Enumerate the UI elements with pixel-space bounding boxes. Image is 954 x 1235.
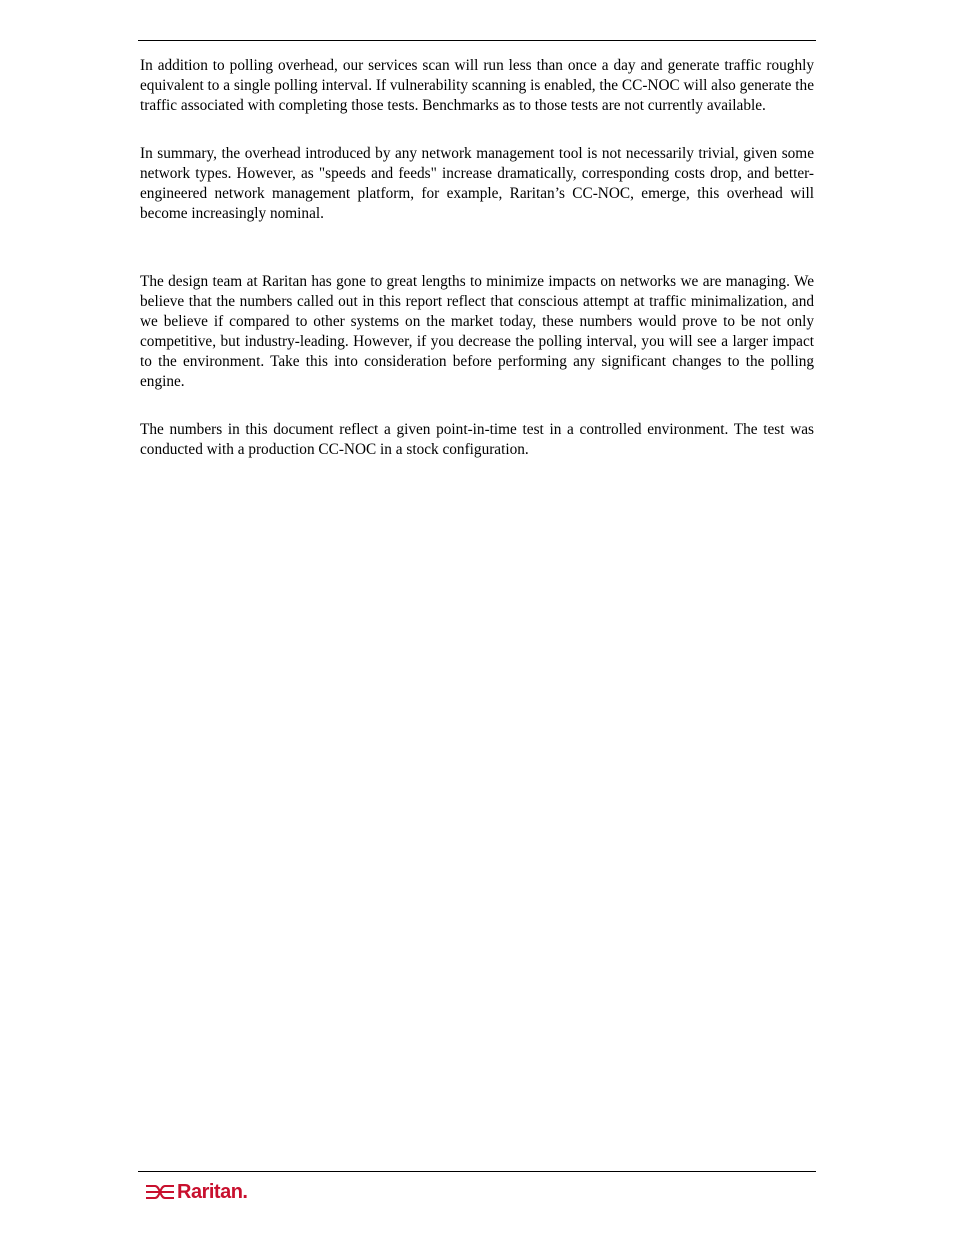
paragraph-design-team: The design team at Raritan has gone to great lengths to minimize impacts on networks we are managing. We believe that the numbers called out in this report reflect that conscious attempt at traffic minimalization, and we believe if compared to other systems on the market today, these numbers would prove to be not only competitive, but industry-leading. However, if you decrease the polling interval, you will see a larger impact to the environment. Take this into consideration before performing any significant changes to the polling engine. [140, 273, 814, 390]
footer-rule [138, 1171, 816, 1172]
paragraph-test-conditions: The numbers in this document reflect a given point-in-time test in a controlled environment. The test was conducted with a production CC-NOC in a stock configuration. [140, 421, 814, 458]
paragraph-summary: In summary, the overhead introduced by any network management tool is not necessarily trivial, given some network types. However, as "speeds and feeds" increase dramatically, corresponding costs drop, and better-engineered network management platform, for example, Raritan’s CC-NOC, emerge, this overhead will become increasingly nominal. [140, 145, 814, 222]
paragraph-polling-overhead: In addition to polling overhead, our services scan will run less than once a day and generate traffic roughly equivalent to a single polling interval. If vulnerability scanning is enabled, the CC-NOC will also generate the traffic associated with completing those tests. Benchmarks as to those tests are not currently available. [140, 57, 814, 114]
header-rule [138, 40, 816, 41]
document-body [140, 56, 814, 460]
raritan-logo-icon [145, 1182, 175, 1202]
raritan-logo-text: Raritan. [177, 1181, 248, 1203]
raritan-logo [145, 1180, 247, 1204]
